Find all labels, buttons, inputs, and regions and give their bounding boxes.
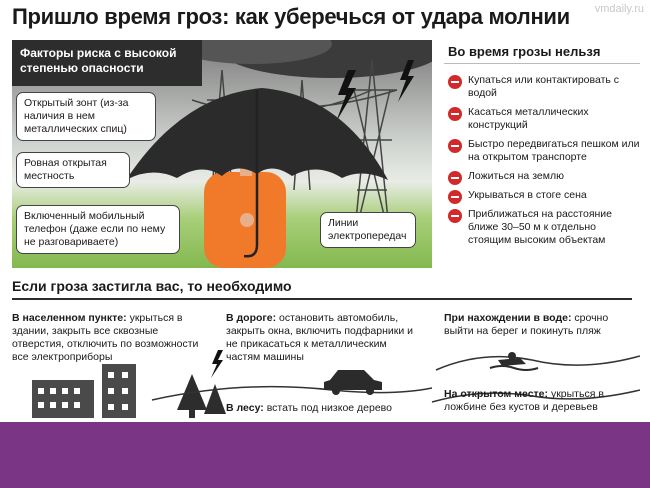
no-entry-icon: [448, 139, 462, 153]
swimmer-icon: [490, 352, 538, 370]
no-entry-icon: [448, 190, 462, 204]
tip-city: В населенном пункте: укрыться в здании, закрыть все сквозные отверстия, отключить по возможности все электроприборы: [12, 312, 199, 363]
page-title: Пришло время гроз: как уберечься от удара молнии: [12, 4, 570, 29]
tip-water: При нахождении в воде: срочно выйти на берег и покинуть пляж: [444, 312, 609, 337]
forbidden-list: [444, 74, 640, 247]
list-item: Купаться или контактировать с водой: [444, 74, 640, 100]
house-icon: [32, 364, 136, 418]
risk-item-power-lines: Линии электропередач: [320, 212, 416, 248]
no-entry-icon: [448, 75, 462, 89]
footer-band: [0, 422, 650, 488]
risk-item-open-field: Ровная открытая местность: [16, 152, 130, 188]
shore-line: [436, 356, 640, 370]
caught-section-title: Если гроза застигла вас, то необходимо: [12, 278, 632, 300]
tip-road: В дороге: остановить автомобиль, закрыть окна, включить подфарники и не прикасаться к металлическим частям машины: [226, 312, 413, 363]
tip-forest: В лесу: встать под низкое дерево: [226, 402, 392, 414]
no-entry-icon: [448, 107, 462, 121]
person-hand: [240, 213, 254, 227]
risk-factors-title: Факторы риска с высокой степенью опасности: [12, 40, 202, 86]
no-entry-icon: [448, 209, 462, 223]
list-item: Быстро передвигаться пешком или на открытом транспорте: [444, 138, 640, 164]
tip-open-place: На открытом месте: укрыться в ложбине без кустов и деревьев: [444, 388, 604, 413]
no-entry-icon: [448, 171, 462, 185]
watermark: vmdaily.ru: [594, 3, 644, 15]
list-item: Ложиться на землю: [444, 170, 640, 183]
forbidden-title: Во время грозы нельзя: [444, 40, 640, 64]
lightning-icon: [211, 350, 223, 378]
forbidden-panel: [444, 40, 640, 268]
list-item: Укрываться в стоге сена: [444, 189, 640, 202]
tree-icon: [177, 374, 226, 418]
risk-item-umbrella: Открытый зонт (из-за наличия в нем металлических спиц): [16, 92, 156, 141]
list-item: Касаться металлических конструкций: [444, 106, 640, 132]
risk-item-mobile-phone: Включенный мобильный телефон (даже если по нему не разговариваете): [16, 205, 180, 254]
list-item: Приближаться на расстояние ближе 30–50 м к отдельно стоящим высоким объектам: [444, 208, 640, 247]
